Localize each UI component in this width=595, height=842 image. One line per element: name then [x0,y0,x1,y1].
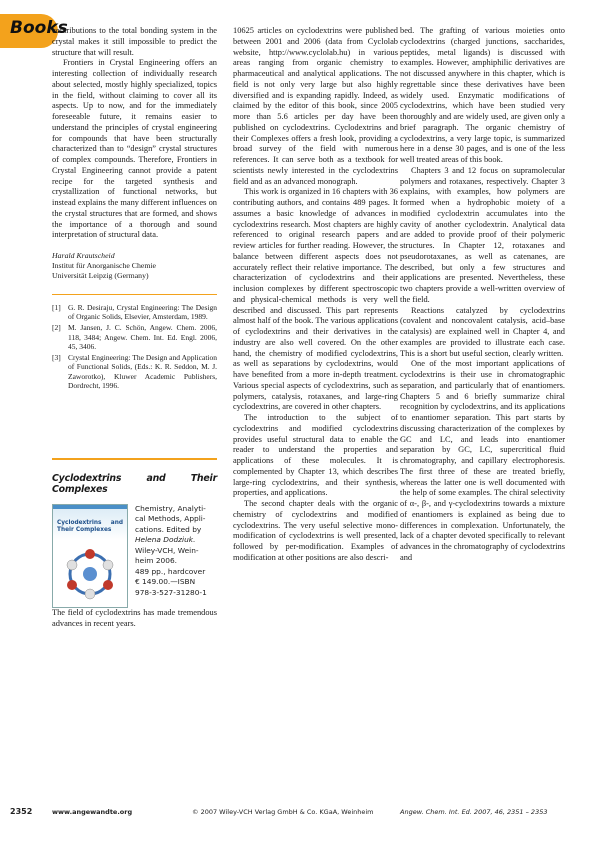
book-info-line: Wiley-VCH, Wein- [135,545,199,555]
reviewer-institution: Institut für Anorganische Chemie [52,261,157,271]
paragraph: 10625 articles on cyclodextrins were published between 2001 and 2006 (data from Cyclolab website, http://www.cyclolab.hu) in various areas ranging from organic chemistry to pharmaceutical and analytical applications. The field is not only very large but also highly diversified and is expanding rapidly. Indeed, as claimed by the editor of this book, since 2005 more than 5.6 articles per day have been published on cyclodextrins. Cyclodextrins and their Complexes offers a fresh look, providing a broad survey of the field with numerous references. It can serve both as a textbook for scientists newly interested in the cyclodextrins field and as an advanced monograph. [233,26,398,186]
references [52,303,217,391]
book-info-line: Chemistry, Analyti- [135,503,206,513]
reference-number: [3] [52,353,61,363]
reviewer-signature [52,251,217,282]
column-3 [400,26,565,564]
molecule-icon [61,547,119,601]
journal-citation: Angew. Chem. Int. Ed. 2007, 46, 2351 – 2353 [400,808,548,816]
reference-item [52,323,217,351]
paragraph: The second chapter deals with the organic chemistry of cyclodextrins and modified cyclodextrins. The very useful selective mono-modification of cyclodextrins is well presented, followed by per-modification. Examples of modification at other positions are also descri- [233,499,398,562]
paragraph: Frontiers in Crystal Engineering offers an interesting collection of individually research about selected, mostly highly specialized, topics in the field, without claiming to cover all its aspects. Up to now, and for the immediately foreseeable future, it remains easier to understand the principles of crystal engineering for compounds that have been structurally characterized than to “design” crystal structures of complex compounds. Therefore, Frontiers in Crystal Engineering cannot provide a patent recipe for the targeted synthesis and crystallization of functional networks, but instead explains the many different influences on the crystal structures that are formed, and shows the importance of a thorough and sound interpretation of structural data. [52,58,217,240]
column-2 [233,26,398,564]
reviewer-university: Universität Leipzig (Germany) [52,271,149,281]
reference-item [52,303,217,322]
book-info-line: cations. Edited by [135,524,202,534]
paragraph: contributions to the total bonding system in the crystal makes it still impossible to predict the structure that will result. [52,26,217,57]
paragraph: bed. The grafting of various moieties onto cyclodextrins (charged junctions, saccharides, peptides, metal ligands) is discussed with examples. However, amphiphilic derivatives are not discussed anywhere in this chapter, which is regrettable since these derivatives have been widely used. Enzymatic modifications of cyclodextrins, which have been studied very thoroughly and are widely used, are given only a brief paragraph. The organic chemistry of cyclodextrins, a very large topic, is summarized here in a dense 30 pages, and is one of the less well treated areas of this book. [400,26,565,164]
book-entry [52,504,217,608]
divider [52,294,217,295]
book-price: € 149.00.—ISBN [135,577,196,587]
reference-text: G. R. Desiraju, Crystal Engineering: The Design of Organic Solids, Elsevier, Amsterdam, 1989. [68,302,217,321]
book-info-line: heim 2006. [135,556,177,566]
paragraph: The introduction to the subject of cyclodextrins and modified cyclodextrins provides useful structural data to enable the reader to understand the properties and applications of these molecules. It is complemented by Chapter 13, which describes large-ring cyclodextrins, and their synthesis, properties, and applications. [233,413,398,498]
reference-number: [2] [52,323,61,333]
reference-number: [1] [52,302,61,312]
book-editor: Helena Dodziuk. [135,535,196,545]
journal-website-link[interactable]: www.angewandte.org [52,808,133,816]
section-label: Books [10,18,68,38]
book-cover-image [52,504,128,608]
page-number: 2352 [10,807,33,816]
cover-title: Cyclodextrins and Their Complexes [57,519,123,533]
page-footer [0,808,595,820]
book-info [135,504,207,608]
reviewer-name: Harald Krautscheid [52,251,115,260]
column-1 [52,26,217,629]
book-info-line: cal Methods, Appli- [135,514,206,524]
paragraph: Reactions catalyzed by cyclodextrins (covalent and noncovalent catalysis, acid–base catalysis) are explained well in Chapter 4, and examples are provided to illustrate each case. This is a short but useful section, clearly written. [400,305,565,358]
cover-band [53,505,127,509]
copyright-notice: © 2007 Wiley-VCH Verlag GmbH & Co. KGaA, Weinheim [192,808,374,816]
reference-text: M. Jansen, J. C. Schön, Angew. Chem. 2006, 118, 3484; Angew. Chem. Int. Ed. Engl. 2006, 45, 3406. [68,323,217,351]
paragraph: One of the most important applications of cyclodextrins is their use in chromatographic separation, and particularly that of enantiomers. Chapters 5 and 6 briefly summarize chiral recognition by cyclodextrins, and its applications to enantiomer separation. This part starts by discussing characterization of the complexes by GC and LC, and leads into enantiomer separation by GC, LC, supercritical fluid chromatography, and capillary electrophoresis. The first three of these are treated briefly, whereas the latter one is well documented with the help of some examples. The chiral selectivity of α-, β-, and γ-cyclodextrins towards a mixture of enantiomers is explained as being due to differences in complexation. Unfortunately, the lack of a chapter devoted specifically to relevant advances in the chromatography of cyclodextrins and [400,359,565,562]
paragraph: Chapters 3 and 12 focus on supramolecular polymers and rotaxanes, respectively. Chapter 3 explains, with examples, how polymers are formed when a hydrophobic moiety of a modified cyclodextrin accumulates into the cavity of another cyclodextrin. Analytical data are added to provide proof of their polymeric structures. In Chapter 12, rotaxanes and pseudorotaxanes, as well as catenanes, are described, but only a few structures and applications are presented. Nevertheless, these two chapters provide a well-written overview of the field. [400,165,565,304]
paragraph: This work is organized in 16 chapters with 36 contributing authors, and contains 489 pages. It assumes a basic knowledge of advances in cyclodextrins research. Most chapters are highly referenced to original research papers and review articles for further reading. However, the balance between different aspects does not accurately reflect their relative importance. The characterization of cyclodextrins and their inclusion complexes by different spectroscopic and physical-chemical methods is very well described and discussed. This part represents almost half of the book. The various applications of cyclodextrins and their derivatives in the industry are also well covered. On the other hand, the chemistry of modified cyclodextrins, as well as separations by cyclodextrins, would have benefited from a more in-depth treatment. Various special aspects of cyclodextrins, such as polymers, catalysis, rotaxanes, and large-ring cyclodextrins, are covered in other chapters. [233,187,398,412]
reference-text: Crystal Engineering: The Design and Application of Functional Solids, (Eds.: K. R. Seddon, M. J. Zaworotko), Kluwer Academic Publishers, Dordrecht, 1996. [68,353,217,390]
book-isbn: 978-3-527-31280-1 [135,587,207,597]
book-divider [52,458,217,460]
reference-item [52,353,217,390]
book-info-line: 489 pp., hardcover [135,566,206,576]
paragraph: The field of cyclodextrins has made tremendous advances in recent years. [52,607,217,628]
book-heading: Cyclodextrins and Their Complexes [52,473,217,496]
